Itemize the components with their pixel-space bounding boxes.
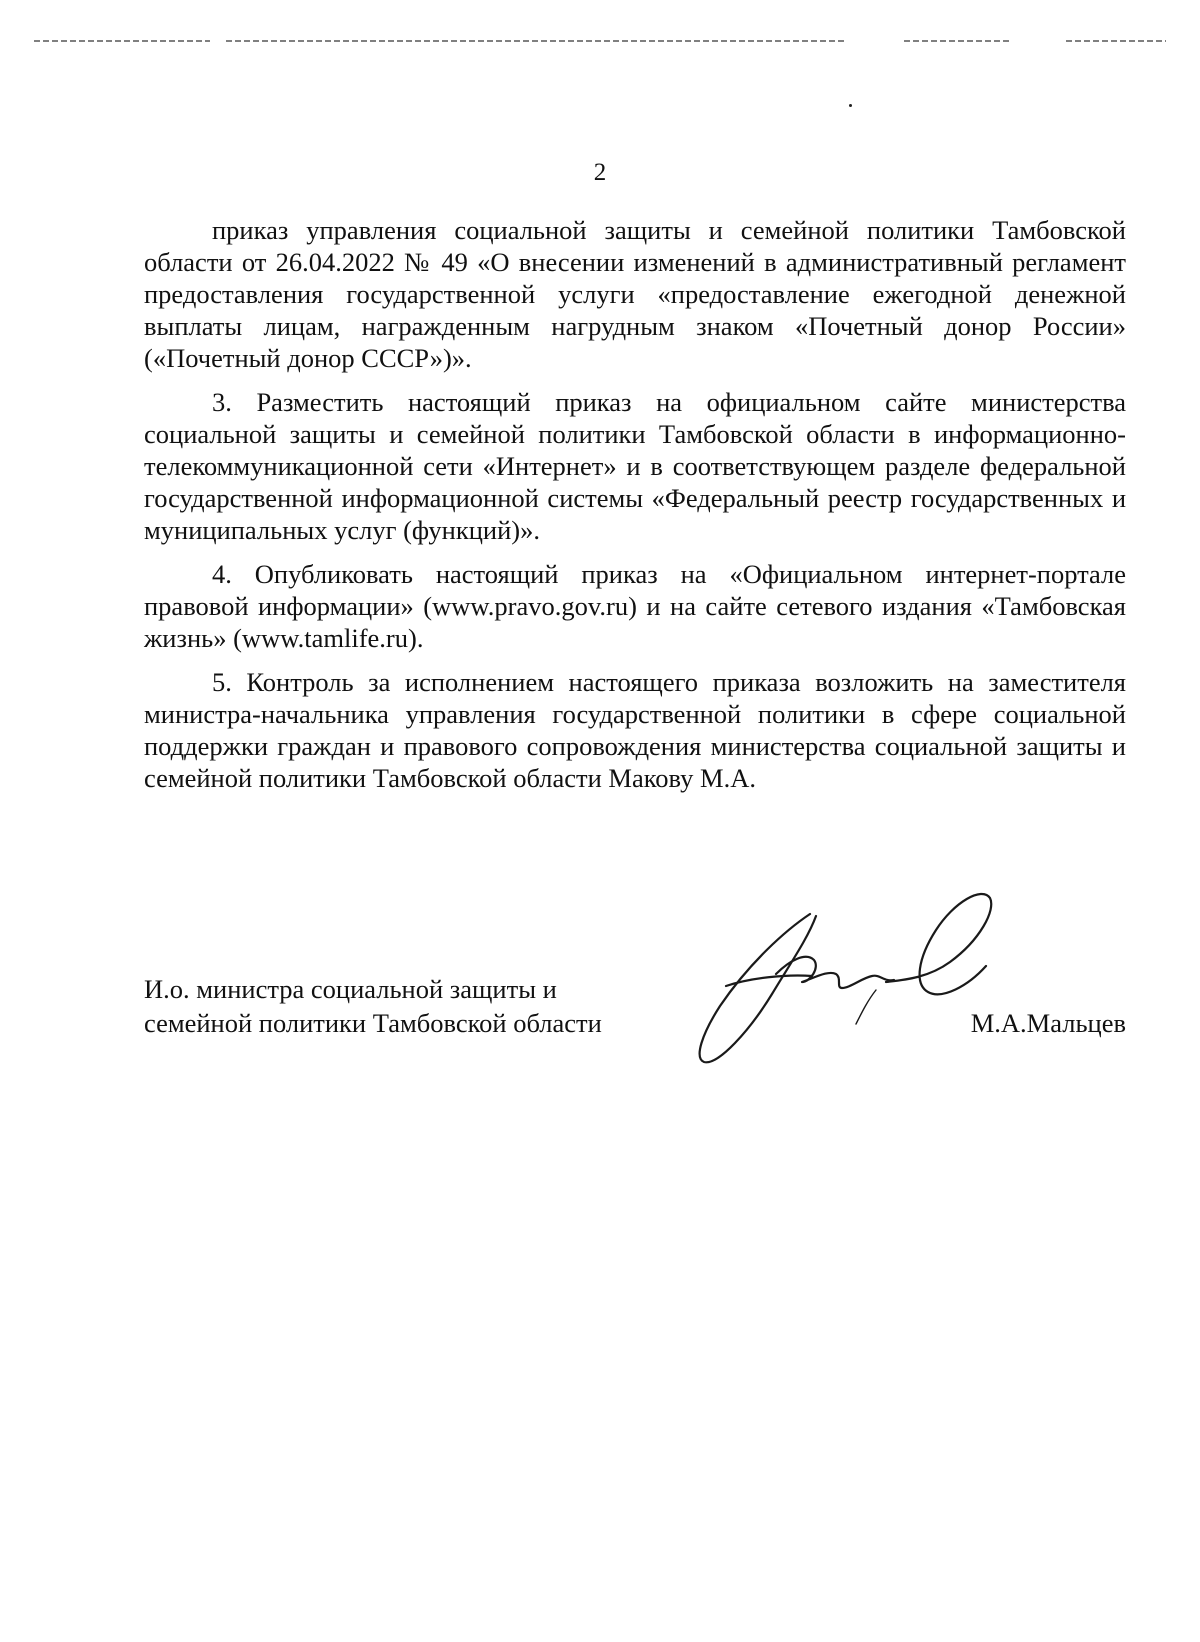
scan-edge-line [0,40,1200,44]
signature-stroke [700,914,816,1062]
signatory-title-line: семейной политики Тамбовской области [144,1008,602,1038]
document-body [144,214,1126,806]
signatory-title-line: И.о. министра социальной защиты и [144,974,557,1004]
paragraph-5-control: 5. Контроль за исполнением настоящего приказа возложить на заместителя министра-начальника управления государственной политики в сфере социальной поддержки граждан и правового сопровождения министерства социальной защиты и семейной политики Тамбовской области Макову М.А. [144,667,1126,793]
scan-edge-segment [1066,40,1166,42]
signature-stroke [776,957,894,988]
handwritten-signature [690,890,1070,1070]
page-number: 2 [593,159,607,186]
scan-edge-segment [226,40,844,42]
signatory-name: М.А.Мальцев [970,1008,1126,1038]
signature-stroke [856,990,876,1024]
scan-edge-segment [904,40,1010,42]
scan-speck [849,104,852,107]
scan-edge-segment [34,40,210,42]
paragraph-4-publication: 4. Опубликовать настоящий приказ на «Официальном интернет-портале правовой информации» (www.pravo.gov.ru) и на сайте сетевого издания «Тамбовская жизнь» (www.tamlife.ru). [144,559,1126,653]
signatory-title [144,972,664,1040]
signature-stroke [886,894,991,994]
paragraph-order-reference: приказ управления социальной защиты и семейной политики Тамбовской области от 26.04.2022 № 49 «О внесении изменений в административный регламент предоставления государственной услуги «предоставление ежегодной денежной выплаты лицам, награжденным нагрудным знаком «Почетный донор России» («Почетный донор СССР»)». [144,215,1126,373]
paragraph-3-placement: 3. Разместить настоящий приказ на официальном сайте министерства социальной защиты и семейной политики Тамбовской области в информационно-телекоммуникационной сети «Интернет» и в соответствующем разделе федеральной государственной информационной системы «Федеральный реестр государственных и муниципальных услуг (функций)». [144,387,1126,545]
